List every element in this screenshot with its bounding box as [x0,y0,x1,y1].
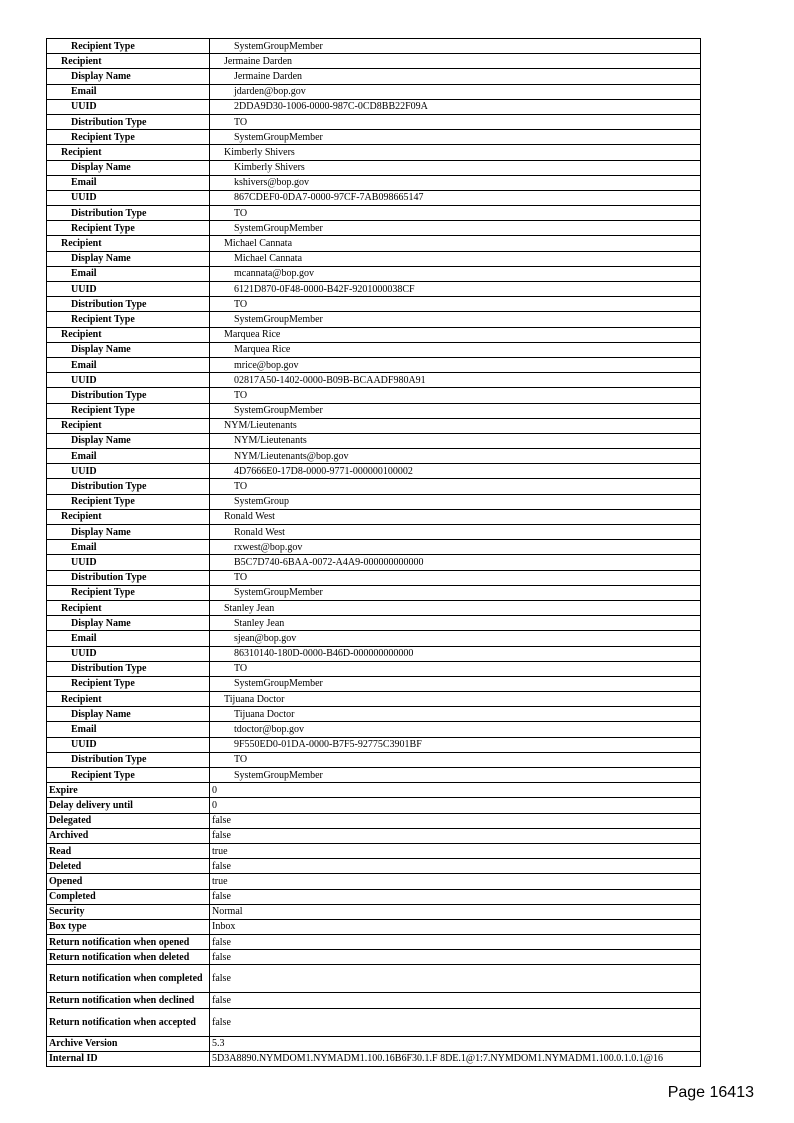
property-row [47,828,701,843]
property-label: Deleted [47,859,210,874]
property-value: 867CDEF0-0DA7-0000-97CF-7AB098665147 [210,190,701,205]
property-value: SystemGroupMember [210,768,701,783]
property-row [47,843,701,858]
property-label: Recipient [47,54,210,69]
property-value: Tijuana Doctor [210,692,701,707]
property-label: Recipient [47,509,210,524]
property-label: Email [47,266,210,281]
property-row [47,494,701,509]
page-number: Page 16413 [667,1084,754,1101]
property-row [47,993,701,1008]
property-label: UUID [47,373,210,388]
property-label: Recipient Type [47,494,210,509]
property-value: Jermaine Darden [210,69,701,84]
property-value: Normal [210,904,701,919]
property-row [47,646,701,661]
property-row [47,312,701,327]
property-label: Box type [47,919,210,934]
property-row [47,965,701,993]
property-value: 0 [210,798,701,813]
property-label: Distribution Type [47,297,210,312]
property-label: Display Name [47,616,210,631]
property-row [47,555,701,570]
property-label: Email [47,175,210,190]
property-value: SystemGroupMember [210,676,701,691]
property-label: Internal ID [47,1051,210,1066]
property-value: Michael Cannata [210,251,701,266]
property-value: TO [210,752,701,767]
message-properties-body [47,39,701,1067]
property-row [47,342,701,357]
property-row [47,904,701,919]
message-properties-table [46,38,701,1067]
property-value: kshivers@bop.gov [210,175,701,190]
property-value: NYM/Lieutenants@bop.gov [210,449,701,464]
property-label: Display Name [47,525,210,540]
property-label: Recipient [47,692,210,707]
property-label: Display Name [47,342,210,357]
property-value: tdoctor@bop.gov [210,722,701,737]
property-row [47,813,701,828]
property-row [47,221,701,236]
property-row [47,1036,701,1051]
property-value: 2DDA9D30-1006-0000-987C-0CD8BB22F09A [210,99,701,114]
property-label: UUID [47,555,210,570]
property-row [47,251,701,266]
property-row [47,935,701,950]
property-label: Delegated [47,813,210,828]
property-value: SystemGroup [210,494,701,509]
property-row [47,540,701,555]
property-row [47,99,701,114]
property-value: 0 [210,783,701,798]
property-row [47,175,701,190]
property-row [47,84,701,99]
property-row [47,692,701,707]
property-row [47,464,701,479]
property-row [47,39,701,54]
property-value: Inbox [210,919,701,934]
property-value: SystemGroupMember [210,130,701,145]
property-value: rxwest@bop.gov [210,540,701,555]
property-value: false [210,965,701,993]
property-row [47,889,701,904]
property-label: Delay delivery until [47,798,210,813]
property-row [47,266,701,281]
property-label: Distribution Type [47,114,210,129]
property-label: Display Name [47,707,210,722]
property-value: jdarden@bop.gov [210,84,701,99]
property-value: mrice@bop.gov [210,357,701,372]
property-label: Distribution Type [47,388,210,403]
property-row [47,919,701,934]
property-row [47,357,701,372]
property-label: Archived [47,828,210,843]
property-label: Distribution Type [47,661,210,676]
property-value: sjean@bop.gov [210,631,701,646]
property-value: false [210,993,701,1008]
property-label: UUID [47,646,210,661]
property-value: false [210,935,701,950]
property-row [47,145,701,160]
property-label: Email [47,449,210,464]
property-label: Recipient Type [47,221,210,236]
property-value: 4D7666E0-17D8-0000-9771-000000100002 [210,464,701,479]
property-label: Distribution Type [47,479,210,494]
property-label: Distribution Type [47,206,210,221]
property-value: SystemGroupMember [210,312,701,327]
property-label: Archive Version [47,1036,210,1051]
property-row [47,114,701,129]
property-label: Email [47,84,210,99]
property-label: Recipient Type [47,585,210,600]
property-row [47,707,701,722]
property-row [47,190,701,205]
property-row [47,585,701,600]
property-row [47,798,701,813]
property-value: TO [210,297,701,312]
property-row [47,388,701,403]
property-value: SystemGroupMember [210,221,701,236]
property-value: 6121D870-0F48-0000-B42F-9201000038CF [210,282,701,297]
property-row [47,600,701,615]
property-value: TO [210,388,701,403]
property-label: Read [47,843,210,858]
property-label: Security [47,904,210,919]
property-label: Return notification when opened [47,935,210,950]
property-label: Recipient [47,327,210,342]
property-label: Recipient Type [47,768,210,783]
property-value: TO [210,114,701,129]
property-row [47,54,701,69]
property-row [47,631,701,646]
property-row [47,449,701,464]
property-value: SystemGroupMember [210,39,701,54]
property-value: Kimberly Shivers [210,160,701,175]
property-row [47,752,701,767]
property-row [47,768,701,783]
property-label: Recipient [47,418,210,433]
property-value: TO [210,206,701,221]
property-row [47,1008,701,1036]
property-row [47,282,701,297]
property-label: Email [47,631,210,646]
property-row [47,160,701,175]
property-value: Marquea Rice [210,327,701,342]
property-label: Distribution Type [47,752,210,767]
property-row [47,859,701,874]
property-row [47,950,701,965]
property-value: Marquea Rice [210,342,701,357]
property-row [47,479,701,494]
property-value: 5.3 [210,1036,701,1051]
property-label: Email [47,357,210,372]
property-value: mcannata@bop.gov [210,266,701,281]
property-value: Ronald West [210,509,701,524]
property-value: SystemGroupMember [210,585,701,600]
property-value: false [210,828,701,843]
property-row [47,525,701,540]
property-value: true [210,874,701,889]
property-value: 02817A50-1402-0000-B09B-BCAADF980A91 [210,373,701,388]
property-row [47,327,701,342]
property-value: false [210,889,701,904]
property-label: Email [47,540,210,555]
property-row [47,509,701,524]
property-row [47,418,701,433]
property-value: Stanley Jean [210,600,701,615]
property-value: SystemGroupMember [210,403,701,418]
property-value: TO [210,570,701,585]
property-label: UUID [47,99,210,114]
property-value: true [210,843,701,858]
property-row [47,433,701,448]
property-row [47,570,701,585]
property-label: Display Name [47,433,210,448]
property-row [47,661,701,676]
property-row [47,236,701,251]
property-value: NYM/Lieutenants [210,433,701,448]
property-value: Michael Cannata [210,236,701,251]
property-value: Stanley Jean [210,616,701,631]
property-row [47,297,701,312]
property-row [47,676,701,691]
property-label: UUID [47,190,210,205]
property-label: Return notification when completed [47,965,210,993]
property-label: Recipient Type [47,676,210,691]
property-label: Recipient Type [47,312,210,327]
property-value: false [210,813,701,828]
property-value: 9F550ED0-01DA-0000-B7F5-92775C3901BF [210,737,701,752]
property-row [47,403,701,418]
property-row [47,737,701,752]
property-value: Ronald West [210,525,701,540]
property-value: TO [210,661,701,676]
property-label: Recipient Type [47,39,210,54]
property-row [47,69,701,84]
property-row [47,874,701,889]
property-label: Opened [47,874,210,889]
property-label: UUID [47,464,210,479]
property-label: Recipient [47,600,210,615]
property-value: Kimberly Shivers [210,145,701,160]
property-label: Expire [47,783,210,798]
property-row [47,722,701,737]
property-label: Recipient [47,236,210,251]
property-label: Recipient Type [47,403,210,418]
property-value: false [210,950,701,965]
property-label: Completed [47,889,210,904]
property-row [47,616,701,631]
property-label: Return notification when accepted [47,1008,210,1036]
property-label: Recipient Type [47,130,210,145]
property-row [47,373,701,388]
property-value: Tijuana Doctor [210,707,701,722]
property-row [47,130,701,145]
property-row [47,206,701,221]
property-label: Display Name [47,69,210,84]
property-label: Email [47,722,210,737]
property-label: UUID [47,282,210,297]
property-value: NYM/Lieutenants [210,418,701,433]
property-value: B5C7D740-6BAA-0072-A4A9-000000000000 [210,555,701,570]
property-label: Recipient [47,145,210,160]
property-label: Return notification when declined [47,993,210,1008]
property-value: false [210,859,701,874]
property-row [47,783,701,798]
property-label: UUID [47,737,210,752]
property-value: false [210,1008,701,1036]
property-label: Return notification when deleted [47,950,210,965]
property-value: 86310140-180D-0000-B46D-000000000000 [210,646,701,661]
property-value: 5D3A8890.NYMDOM1.NYMADM1.100.16B6F30.1.F 8DE.1@1:7.NYMDOM1.NYMADM1.100.0.1.0.1@16 [210,1051,701,1066]
property-row [47,1051,701,1066]
property-value: Jermaine Darden [210,54,701,69]
property-label: Display Name [47,251,210,266]
property-value: TO [210,479,701,494]
property-label: Display Name [47,160,210,175]
property-label: Distribution Type [47,570,210,585]
